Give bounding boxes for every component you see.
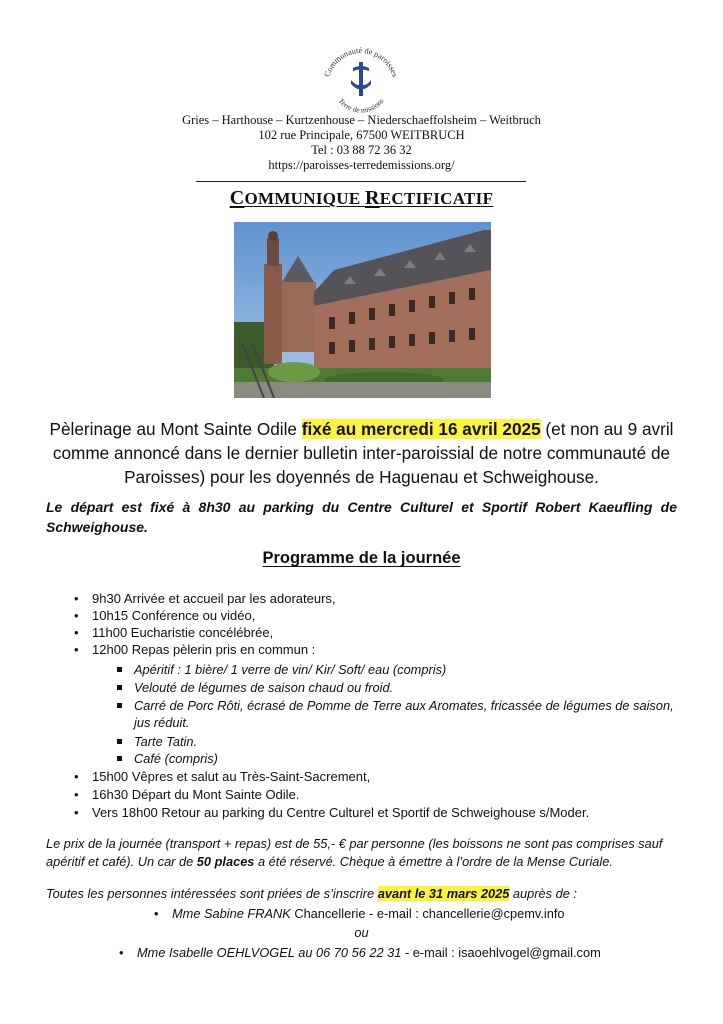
bullet-icon: • <box>74 787 79 802</box>
price-info: Le prix de la journée (transport + repas) est de 55,- € par personne (les boissons ne sont pas comprises sauf apéritif et café). Un car de 50 places a été réservé. Chèque à émettre à l’ordre de la Mense Curiale. <box>46 836 663 869</box>
seats-count: 50 places <box>196 854 255 869</box>
square-bullet-icon <box>117 685 122 690</box>
bullet-icon: • <box>74 591 79 606</box>
header-tel: Tel : 03 88 72 36 32 <box>311 143 412 157</box>
contact-item <box>119 944 601 961</box>
programme-title: Programme de la journée <box>262 549 461 567</box>
menu-item: Café (compris) <box>134 750 218 767</box>
intro-post: (et non au 9 avril comme annoncé dans le dernier bulletin inter-paroissial de notre communauté de Paroisses) pour les doyennés de Haguenau et Schweighouse. <box>52 419 674 487</box>
bullet-icon: • <box>119 945 124 960</box>
contact-email[interactable]: - e-mail : isaoehlvogel@gmail.com <box>401 945 601 960</box>
pilgrimage-intro <box>40 417 683 489</box>
bullet-icon: • <box>74 769 79 784</box>
bullet-icon: • <box>74 625 79 640</box>
square-bullet-icon <box>117 739 122 744</box>
programme-item: • 11h00 Eucharistie concélébrée, <box>74 625 274 640</box>
menu-item: Carré de Porc Rôti, écrasé de Pomme de Terre aux Aromates, fricassée de légumes de saison, <box>134 697 674 714</box>
contact-email[interactable]: Chancellerie - e-mail : chancellerie@cpemv.info <box>290 906 565 921</box>
logo-arc-bottom: Terre de missions <box>336 96 386 115</box>
programme-item: • 15h00 Vêpres et salut au Très-Saint-Sacrement, <box>74 769 371 784</box>
title-rest-1: OMMUNIQUE <box>244 189 366 208</box>
menu-item-continued: jus réduit. <box>134 715 190 730</box>
square-bullet-icon <box>117 756 122 761</box>
title-initial-c: C <box>229 187 245 209</box>
contact-item <box>154 905 565 922</box>
programme-item: • 9h30 Arrivée et accueil par les adorateurs, <box>74 591 336 606</box>
contact-name: Mme Isabelle OEHLVOGEL au 06 70 56 22 31 <box>137 945 402 960</box>
or-separator: ou <box>354 925 369 940</box>
intro-pre: Pèlerinage au Mont Sainte Odile <box>49 419 302 439</box>
bullet-icon: • <box>154 906 159 921</box>
square-bullet-icon <box>117 703 122 708</box>
menu-item: Apéritif : 1 bière/ 1 verre de vin/ Kir/ Soft/ eau (compris) <box>134 661 446 678</box>
registration-info: Toutes les personnes intéressées sont priées de s’inscrire avant le 31 mars 2025 auprès de : <box>46 886 577 901</box>
header-villages: Gries – Harthouse – Kurtzenhouse – Niederschaeffolsheim – Weitbruch <box>182 113 541 127</box>
departure-info: Le départ est fixé à 8h30 au parking du Centre Culturel et Sportif Robert Kaeufling de Schweighouse. <box>46 499 677 535</box>
programme-item: • Vers 18h00 Retour au parking du Centre Culturel et Sportif de Schweighouse s/Moder. <box>74 805 590 820</box>
mont-sainte-odile-abbey-photo <box>234 222 491 398</box>
menu-item: Tarte Tatin. <box>134 733 197 750</box>
bullet-icon: • <box>74 608 79 623</box>
bullet-icon: • <box>74 642 79 657</box>
header-divider <box>196 181 526 182</box>
header-website[interactable]: https://paroisses-terredemissions.org/ <box>268 158 455 172</box>
page-title <box>0 187 723 210</box>
header-address: 102 rue Principale, 67500 WEITBRUCH <box>258 128 465 142</box>
cross-and-book-icon <box>351 62 371 96</box>
programme-item: • 12h00 Repas pèlerin pris en commun : <box>74 642 316 657</box>
logo-arc-top: Communauté de paroisses <box>322 45 400 79</box>
menu-item: Velouté de légumes de saison chaud ou froid. <box>134 679 393 696</box>
programme-item: • 10h15 Conférence ou vidéo, <box>74 608 256 623</box>
registration-deadline-highlight: avant le 31 mars 2025 <box>377 886 510 901</box>
programme-item: • 16h30 Départ du Mont Sainte Odile. <box>74 787 300 802</box>
contact-name: Mme Sabine FRANK <box>172 906 291 921</box>
square-bullet-icon <box>117 667 122 672</box>
intro-date-highlight: fixé au mercredi 16 avril 2025 <box>301 419 541 439</box>
title-initial-r: R <box>365 187 380 209</box>
title-rest-2: ECTIFICATIF <box>379 189 494 208</box>
bullet-icon: • <box>74 805 79 820</box>
svg-text:Terre de missions <box>337 96 386 114</box>
